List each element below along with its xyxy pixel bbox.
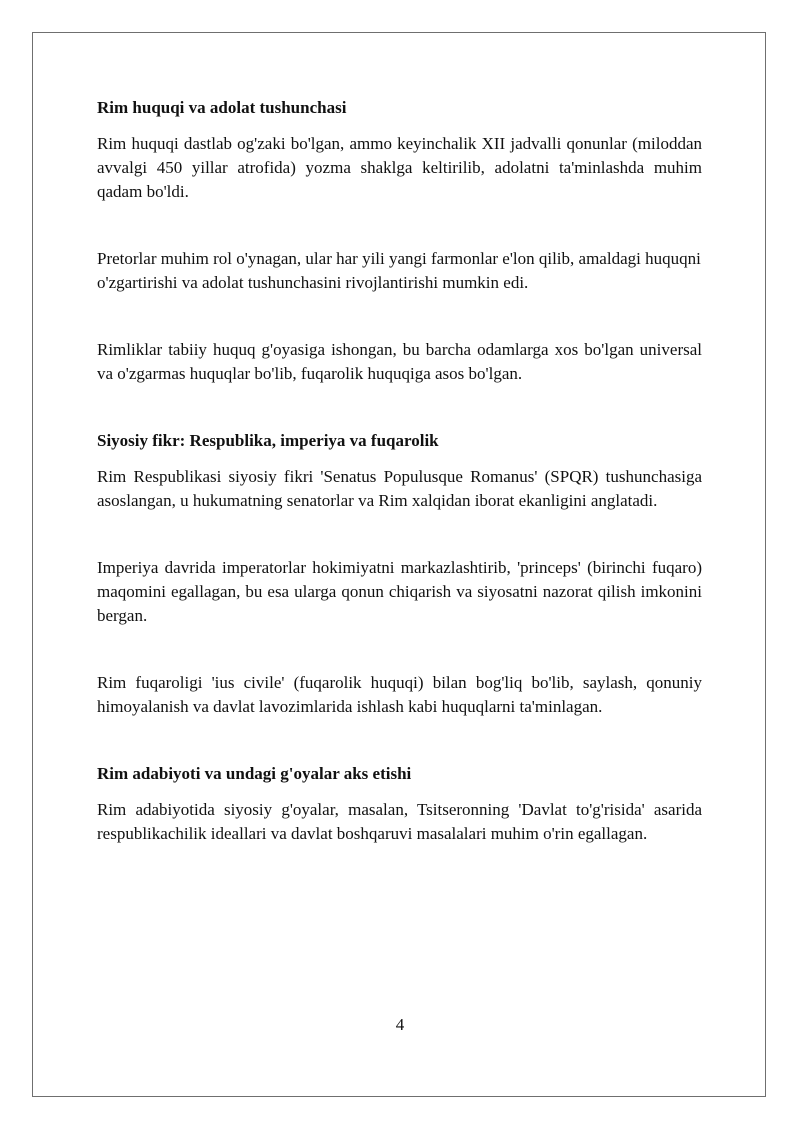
section-roman-law: [97, 96, 702, 386]
section-political-thought: [97, 429, 702, 719]
paragraph: Pretorlar muhim rol o'ynagan, ular har yili yangi farmonlar e'lon qilib, amaldagi huquqni o'zgartirishi va adolat tushunchasini rivojlantirishi mumkin edi.: [97, 249, 701, 292]
page-number: 4: [395, 1015, 405, 1034]
section-heading: Siyosiy fikr: Respublika, imperiya va fuqarolik: [97, 431, 439, 450]
section-roman-literature: [97, 762, 702, 846]
document-body: [97, 96, 702, 846]
section-heading: Rim huquqi va adolat tushunchasi: [97, 98, 347, 117]
paragraph: Imperiya davrida imperatorlar hokimiyatni markazlashtirib, 'princeps' (birinchi fuqaro) maqomini egallagan, bu esa ularga qonun chiqarish va siyosatni nazorat qilish imkonini bergan.: [97, 558, 702, 625]
paragraph: Rim huquqi dastlab og'zaki bo'lgan, ammo keyinchalik XII jadvalli qonunlar (miloddan avvalgi 450 yillar atrofida) yozma shaklga keltirilib, adolatni ta'minlashda muhim qadam bo'ldi.: [97, 134, 702, 201]
paragraph: Rim adabiyotida siyosiy g'oyalar, masalan, Tsitseronning 'Davlat to'g'risida' asarida respublikachilik ideallari va davlat boshqaruvi masalalari muhim o'rin egallagan.: [97, 800, 702, 843]
paragraph: Rim fuqaroligi 'ius civile' (fuqarolik huquqi) bilan bog'liq bo'lib, saylash, qonuniy himoyalanish va davlat lavozimlarida ishlash kabi huquqlarni ta'minlagan.: [97, 673, 702, 716]
paragraph: Rimliklar tabiiy huquq g'oyasiga ishongan, bu barcha odamlarga xos bo'lgan universal va o'zgarmas huquqlar bo'lib, fuqarolik huquqiga asos bo'lgan.: [97, 340, 702, 383]
paragraph: Rim Respublikasi siyosiy fikri 'Senatus Populusque Romanus' (SPQR) tushunchasiga asoslangan, u hukumatning senatorlar va Rim xalqidan iborat ekanligini anglatadi.: [97, 467, 702, 510]
section-heading: Rim adabiyoti va undagi g'oyalar aks etishi: [97, 764, 412, 783]
